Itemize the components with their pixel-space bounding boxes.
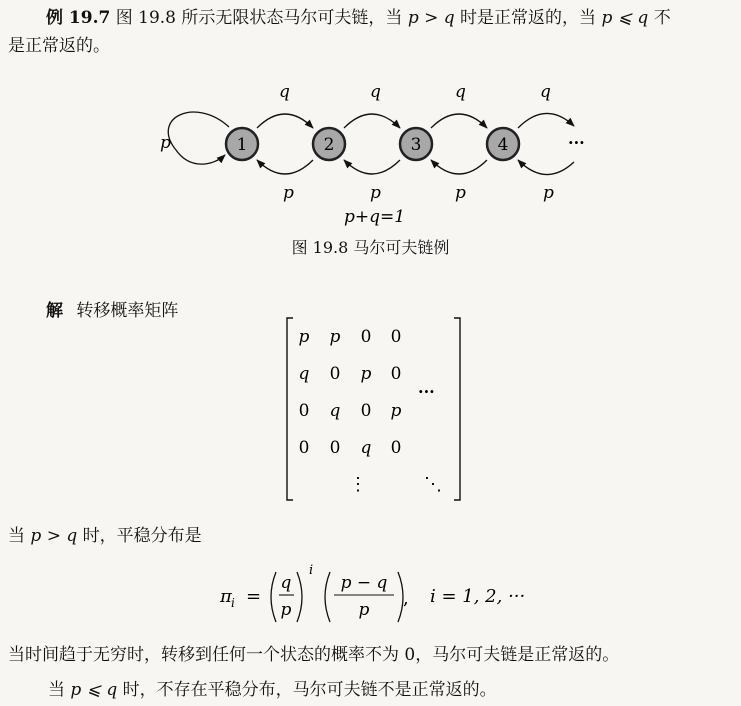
backward-arrow-4-3 xyxy=(431,160,487,174)
stationary-text-a: 当 xyxy=(8,526,25,546)
backward-label-4: p xyxy=(543,183,554,203)
matrix-cell: q xyxy=(329,401,341,421)
matrix-cell: 0 xyxy=(298,401,310,421)
matrix-cell: 0 xyxy=(360,327,372,347)
self-loop-label: p xyxy=(160,133,171,153)
backward-arrow-next-4 xyxy=(518,160,574,175)
forward-label-3: q xyxy=(455,82,466,102)
matrix-cell: p xyxy=(329,327,341,347)
backward-arrow-3-2 xyxy=(344,160,400,174)
matrix-cell: 0 xyxy=(390,364,402,384)
example-text-a: 图 19.8 所示无限状态马尔可夫链，当 xyxy=(115,8,403,28)
matrix-cell: p xyxy=(390,401,402,421)
figure-caption: 图 19.8 马尔可夫链例 xyxy=(291,238,450,257)
state-label-1: 1 xyxy=(236,135,248,155)
matrix-right-bracket xyxy=(454,318,460,500)
backward-label-1: p xyxy=(283,183,294,203)
forward-arrow-2-3 xyxy=(344,114,400,128)
formula-num-2: p − q xyxy=(340,573,388,593)
formula-pi: π xyxy=(220,586,232,607)
example-text-c: 不 xyxy=(653,8,671,28)
solution-label: 解 xyxy=(46,301,63,321)
backward-label-2: p xyxy=(370,183,381,203)
matrix-cell: 0 xyxy=(329,438,341,458)
matrix-left-bracket xyxy=(287,318,293,500)
forward-label-2: q xyxy=(370,82,381,102)
forward-arrow-4-next xyxy=(518,113,574,128)
formula-pi-subscript: i xyxy=(231,596,235,610)
stationary-text-b: 时，平稳分布是 xyxy=(82,526,202,546)
state-label-4: 4 xyxy=(497,135,509,155)
matrix-cell: q xyxy=(360,438,372,458)
formula-index: i = 1, 2, ··· xyxy=(430,586,526,607)
matrix-cell: p xyxy=(360,364,372,384)
matrix-cell: 0 xyxy=(390,327,402,347)
matrix-d-dots: ⋱ xyxy=(424,474,442,495)
example-line-2: 是正常返的。 xyxy=(8,36,110,56)
conclusion-text-b: 时，不存在平稳分布，马尔可夫链不是正常返的。 xyxy=(122,680,497,700)
example-text-b: 时是正常返的，当 xyxy=(460,8,597,28)
matrix-cell: p xyxy=(298,327,310,347)
stationary-line xyxy=(8,522,733,550)
example-label: 例 19.7 xyxy=(46,8,111,28)
backward-arrow-2-1 xyxy=(257,160,313,174)
forward-arrow-3-4 xyxy=(431,114,487,128)
matrix-cell: 0 xyxy=(298,438,310,458)
diagram-ellipsis: ··· xyxy=(568,133,585,152)
solution-line xyxy=(46,296,178,321)
matrix-cell: q xyxy=(298,364,310,384)
forward-arrow-1-2 xyxy=(257,114,313,128)
matrix-cell: 0 xyxy=(329,364,341,384)
matrix-cell: 0 xyxy=(360,401,372,421)
backward-label-3: p xyxy=(455,183,466,203)
paren-left-1 xyxy=(271,572,276,622)
formula-equals: = xyxy=(246,586,262,607)
svg-text:,: , xyxy=(403,588,409,609)
conclusion-2 xyxy=(48,676,738,704)
matrix-v-dots: ⋮ xyxy=(349,474,367,495)
stationary-condition: p > q xyxy=(30,526,78,546)
paren-left-2 xyxy=(325,572,330,622)
state-label-3: 3 xyxy=(410,135,422,155)
conclusion-1: 当时间趋于无穷时，转移到任何一个状态的概率不为 0，马尔可夫链是正常返的。 xyxy=(8,645,620,665)
matrix-h-dots: ··· xyxy=(418,382,435,401)
forward-label-1: q xyxy=(279,82,290,102)
solution-text: 转移概率矩阵 xyxy=(76,301,179,321)
matrix-cell: 0 xyxy=(390,438,402,458)
condition-p-gt-q: p > q xyxy=(407,8,455,28)
formula-den-1: p xyxy=(280,600,292,620)
self-loop-arrow xyxy=(168,112,229,164)
condition-p-le-q: p ⩽ q xyxy=(601,8,649,28)
constraint-label: p+q=1 xyxy=(344,207,406,227)
formula-den-2: p xyxy=(358,600,370,620)
paren-right-1 xyxy=(297,572,302,622)
forward-label-4: q xyxy=(540,82,551,102)
state-label-2: 2 xyxy=(323,135,335,155)
conclusion-text-a: 当 xyxy=(48,680,65,700)
formula-exponent: i xyxy=(309,563,314,578)
conclusion-condition: p ⩽ q xyxy=(70,680,118,700)
formula-num-1: q xyxy=(280,573,292,593)
